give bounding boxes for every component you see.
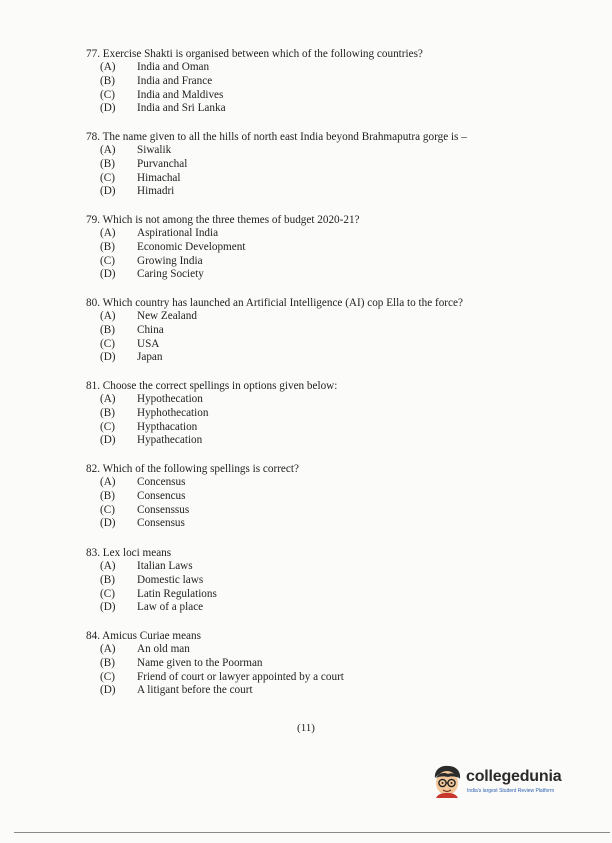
option-text: Law of a place bbox=[137, 601, 204, 614]
option-letter: (D) bbox=[100, 517, 116, 530]
options-list bbox=[100, 476, 586, 531]
option-text: Hyphothecation bbox=[137, 406, 209, 419]
question-text: 84. Amicus Curiae means bbox=[86, 630, 201, 642]
option-text: Hypothecation bbox=[137, 393, 203, 405]
option-text: Latin Regulations bbox=[137, 587, 217, 600]
question-text: 78. The name given to all the hills of north east India beyond Brahmaputra gorge is – bbox=[86, 131, 467, 143]
option-b bbox=[100, 574, 586, 588]
option-b bbox=[100, 324, 586, 338]
option-letter: (C) bbox=[100, 254, 115, 267]
option-letter: (B) bbox=[100, 656, 115, 669]
bottom-divider bbox=[14, 832, 610, 833]
option-letter: (A) bbox=[100, 227, 116, 239]
watermark-tagline: India's largest Student Review Platform bbox=[467, 788, 555, 794]
question-79 bbox=[86, 213, 586, 282]
question-text: 80. Which country has launched an Artificial Intelligence (AI) cop Ella to the force? bbox=[86, 297, 463, 309]
collegedunia-watermark bbox=[430, 764, 600, 804]
question-78 bbox=[86, 130, 586, 199]
option-text: USA bbox=[137, 337, 160, 350]
option-text: Economic Development bbox=[137, 240, 246, 253]
option-letter: (B) bbox=[100, 573, 115, 586]
option-letter: (D) bbox=[100, 185, 116, 198]
question-84 bbox=[86, 629, 586, 698]
option-text: Consenssus bbox=[137, 503, 190, 516]
option-d bbox=[100, 351, 586, 365]
option-letter: (B) bbox=[100, 406, 115, 419]
question-text: 82. Which of the following spellings is correct? bbox=[86, 463, 299, 475]
option-text: Consensus bbox=[137, 517, 185, 530]
option-letter: (C) bbox=[100, 171, 115, 184]
option-d bbox=[100, 434, 586, 448]
option-letter: (C) bbox=[100, 337, 115, 350]
option-letter: (D) bbox=[100, 351, 116, 364]
option-a bbox=[100, 227, 586, 241]
option-letter: (C) bbox=[100, 420, 115, 433]
option-letter: (D) bbox=[100, 684, 116, 697]
question-77 bbox=[86, 47, 586, 116]
option-text: Concensus bbox=[137, 476, 186, 488]
option-letter: (D) bbox=[100, 434, 116, 447]
option-letter: (A) bbox=[100, 144, 116, 156]
option-letter: (C) bbox=[100, 503, 115, 516]
option-letter: (B) bbox=[100, 323, 115, 336]
option-text: Himachal bbox=[137, 171, 181, 184]
option-letter: (B) bbox=[100, 489, 115, 502]
option-a bbox=[100, 476, 586, 490]
option-letter: (C) bbox=[100, 587, 115, 600]
options-list bbox=[100, 144, 586, 199]
option-text: India and Sri Lanka bbox=[137, 102, 226, 115]
option-c bbox=[100, 89, 586, 103]
option-a bbox=[100, 393, 586, 407]
option-d bbox=[100, 102, 586, 116]
options-list bbox=[100, 310, 586, 365]
option-b bbox=[100, 657, 586, 671]
option-letter: (A) bbox=[100, 393, 116, 405]
question-83 bbox=[86, 546, 586, 615]
option-text: Siwalik bbox=[137, 144, 172, 156]
question-text: 77. Exercise Shakti is organised between which of the following countries? bbox=[86, 48, 423, 60]
option-text: India and France bbox=[137, 74, 213, 87]
options-list bbox=[100, 643, 586, 698]
option-text: Aspirational India bbox=[137, 227, 219, 239]
options-list bbox=[100, 393, 586, 448]
option-c bbox=[100, 421, 586, 435]
option-d bbox=[100, 601, 586, 615]
question-82 bbox=[86, 462, 586, 531]
options-list bbox=[100, 61, 586, 116]
option-d bbox=[100, 185, 586, 199]
option-b bbox=[100, 407, 586, 421]
option-c bbox=[100, 338, 586, 352]
option-letter: (D) bbox=[100, 268, 116, 281]
option-b bbox=[100, 158, 586, 172]
option-d bbox=[100, 684, 586, 698]
option-a bbox=[100, 560, 586, 574]
option-letter: (D) bbox=[100, 102, 116, 115]
option-letter: (C) bbox=[100, 88, 115, 101]
option-text: An old man bbox=[137, 643, 190, 655]
option-letter: (A) bbox=[100, 560, 116, 572]
option-text: Friend of court or lawyer appointed by a court bbox=[137, 670, 344, 683]
option-text: India and Oman bbox=[137, 61, 210, 73]
option-text: Himadri bbox=[137, 185, 175, 198]
option-b bbox=[100, 75, 586, 89]
option-c bbox=[100, 504, 586, 518]
option-text: China bbox=[137, 323, 164, 336]
option-text: Name given to the Poorman bbox=[137, 656, 263, 669]
option-text: India and Maldives bbox=[137, 88, 224, 101]
option-letter: (B) bbox=[100, 240, 115, 253]
option-text: Consencus bbox=[137, 489, 186, 502]
option-text: Italian Laws bbox=[137, 560, 193, 572]
options-list bbox=[100, 560, 586, 615]
option-a bbox=[100, 310, 586, 324]
question-text: 79. Which is not among the three themes of budget 2020-21? bbox=[86, 214, 360, 226]
option-c bbox=[100, 172, 586, 186]
option-c bbox=[100, 255, 586, 269]
options-list bbox=[100, 227, 586, 282]
option-c bbox=[100, 588, 586, 602]
option-letter: (C) bbox=[100, 670, 115, 683]
option-letter: (A) bbox=[100, 61, 116, 73]
option-text: Japan bbox=[137, 351, 163, 364]
option-text: Caring Society bbox=[137, 268, 204, 281]
option-text: Hypthacation bbox=[137, 420, 198, 433]
option-a bbox=[100, 643, 586, 657]
option-letter: (D) bbox=[100, 601, 116, 614]
question-text: 81. Choose the correct spellings in options given below: bbox=[86, 380, 338, 392]
option-letter: (B) bbox=[100, 157, 115, 170]
option-c bbox=[100, 671, 586, 685]
question-80 bbox=[86, 296, 586, 365]
option-letter: (A) bbox=[100, 476, 116, 488]
option-letter: (B) bbox=[100, 74, 115, 87]
option-text: Growing India bbox=[137, 254, 203, 267]
question-81 bbox=[86, 379, 586, 448]
option-text: Purvanchal bbox=[137, 157, 188, 170]
option-letter: (A) bbox=[100, 643, 116, 655]
option-d bbox=[100, 517, 586, 531]
option-b bbox=[100, 241, 586, 255]
option-text: New Zealand bbox=[137, 310, 197, 322]
option-letter: (A) bbox=[100, 310, 116, 322]
option-text: Domestic laws bbox=[137, 573, 204, 586]
option-a bbox=[100, 144, 586, 158]
option-text: A litigant before the court bbox=[137, 684, 253, 697]
option-a bbox=[100, 61, 586, 75]
option-b bbox=[100, 490, 586, 504]
page-number: (11) bbox=[297, 722, 315, 734]
student-face-icon bbox=[430, 764, 464, 800]
option-text: Hypathecation bbox=[137, 434, 203, 447]
option-d bbox=[100, 268, 586, 282]
watermark-brand-name: collegedunia bbox=[466, 768, 562, 785]
question-text: 83. Lex loci means bbox=[86, 547, 172, 559]
